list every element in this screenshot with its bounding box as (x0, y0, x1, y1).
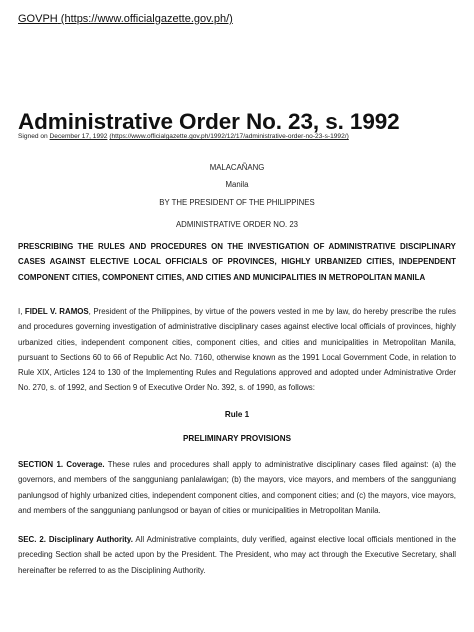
signed-url-link[interactable]: (https://www.officialgazette.gov.ph/1992/12/17/administrative-order-no-23-s-1992/) (109, 133, 349, 140)
section-2-heading: SEC. 2. Disciplinary Authority. (18, 535, 133, 544)
site-header (18, 13, 233, 25)
signed-line (18, 133, 349, 140)
section-1-paragraph: SECTION 1. Coverage. These rules and procedures shall apply to administrative disciplinary cases filed against: (a) the governors, and members of the sangguniang panlalawigan; (b) the mayors, vice mayors, and members of the sangguniang panlungsod of highly urbanized cities, independent component cities, and component cities; and (c) the mayors, vice mayors, and members of the sangguniang panlungsod or bayan of cities or municipalities in Metropolitan Manila. (18, 460, 456, 515)
president-name: FIDEL V. RAMOS (24, 307, 89, 316)
govph-link[interactable]: GOVPH (https://www.officialgazette.gov.ph/) (18, 13, 233, 25)
document-title: Administrative Order No. 23, s. 1992 (18, 109, 400, 134)
malacanang-label: MALACAÑANG (209, 163, 265, 172)
section-1-heading: SECTION 1. Coverage. (18, 460, 105, 469)
by-president-label: BY THE PRESIDENT OF THE PHILIPPINES (159, 198, 315, 207)
order-heading: PRESCRIBING THE RULES AND PROCEDURES ON THE INVESTIGATION OF ADMINISTRATIVE DISCIPLINARY CASES AGAINST ELECTIVE LOCAL OFFICIALS OF PROVINCES, HIGHLY URBANIZED CITIES, INDEPENDENT COMPONENT CITIES, COMPONENT CITIES, AND CITIES AND MUNICIPALITIES IN METROPOLITAN MANILA (18, 242, 456, 282)
rule-title: Rule 1 (224, 410, 250, 419)
intro-paragraph: I, FIDEL V. RAMOS, President of the Philippines, by virtue of the powers vested in me by law, do hereby prescribe the rules and procedures governing investigation of administrative disciplinary cases against elective local officials of provinces, highly urbanized cities, independent component cities, component cities, and cities and municipalities in Metropolitan Manila, pursuant to Sections 60 to 66 of Republic Act No. 7160, otherwise known as the 1991 Local Government Code, in relation to Rule XIX, Articles 124 to 130 of the Implementing Rules and Regulations approved and adopted under Administrative Order No. 270, s. of 1992, and Section 9 of Executive Order No. 392, s. of 1990, as follows: (18, 307, 456, 393)
manila-label: Manila (225, 180, 249, 189)
rule-subtitle: PRELIMINARY PROVISIONS (183, 434, 291, 443)
order-number-label: ADMINISTRATIVE ORDER NO. 23 (175, 220, 299, 229)
signed-prefix: Signed on (18, 133, 48, 140)
section-2-paragraph: SEC. 2. Disciplinary Authority. All Administrative complaints, duly verified, against elective local officials mentioned in the preceding Section shall be acted upon by the President. The President, who may act through the Executive Secretary, shall hereinafter be referred to as the Disciplining Authority. (18, 535, 457, 575)
signed-date-link[interactable]: December 17, 1992 (49, 133, 108, 140)
